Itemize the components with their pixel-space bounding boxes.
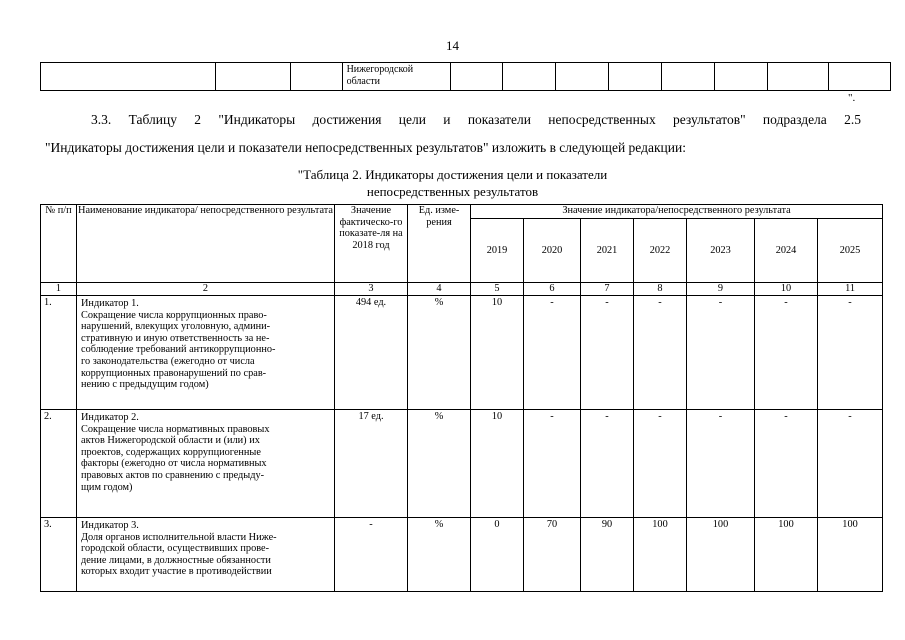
header-year-2024: 2024 — [755, 219, 818, 283]
indicator-title: Индикатор 3. — [81, 520, 139, 531]
indicator-text-line: соблюдение требований антикоррупционно- — [81, 344, 276, 356]
indicator-value-2022: - — [634, 410, 687, 518]
indicator-text-line: проектов, содержащих коррупциогенные — [81, 446, 261, 458]
indicator-value-2021: - — [581, 296, 634, 410]
indicator-value-2020: 70 — [524, 518, 581, 592]
header-num: № п/п — [41, 205, 77, 283]
header-year-2022: 2022 — [634, 219, 687, 283]
column-number: 1 — [41, 283, 77, 296]
indicator-value-2024: 100 — [755, 518, 818, 592]
column-number: 5 — [471, 283, 524, 296]
indicator-value-2022: 100 — [634, 518, 687, 592]
top-table-cell — [609, 63, 662, 91]
indicator-text-line: которых входит участие в противодействии — [81, 566, 272, 578]
header-values-group: Значение индикатора/непосредственного результата — [471, 205, 883, 219]
indicator-value-2023: 100 — [687, 518, 755, 592]
top-table-cell — [662, 63, 715, 91]
indicator-text-line: факторы (ежегодно от числа нормативных — [81, 458, 267, 470]
indicator-value-2020: - — [524, 296, 581, 410]
column-number: 2 — [77, 283, 335, 296]
indicator-title: Индикатор 1. — [81, 298, 139, 309]
indicator-value-2024: - — [755, 410, 818, 518]
column-number: 9 — [687, 283, 755, 296]
top-table-cell — [290, 63, 342, 91]
actual-value: 494 ед. — [335, 296, 408, 410]
indicator-text-line: нарушений, влекущих уголовную, админи- — [81, 321, 271, 333]
indicator-value-2023: - — [687, 296, 755, 410]
column-numbers-row — [41, 283, 883, 296]
indicator-text-line: Сокращение числа нормативных правовых — [81, 423, 270, 435]
indicator-value-2019: 10 — [471, 296, 524, 410]
table-row — [41, 296, 883, 410]
paragraph-line-2: "Индикаторы достижения цели и показатели непосредственных результатов" изложить в следующей редакции: — [45, 140, 686, 155]
top-table-cell — [41, 63, 216, 91]
indicator-value-2025: - — [818, 296, 883, 410]
column-number: 8 — [634, 283, 687, 296]
header-year-2020: 2020 — [524, 219, 581, 283]
table-caption-line-2: непосредственных результатов — [366, 184, 539, 199]
actual-value: - — [335, 518, 408, 592]
closing-quote: ". — [848, 92, 856, 104]
indicator-text-line: актов Нижегородской области и (или) их — [81, 435, 260, 447]
table-row — [41, 63, 891, 91]
top-table-cell — [556, 63, 609, 91]
unit: % — [408, 296, 471, 410]
indicator-value-2021: - — [581, 410, 634, 518]
indicator-text-line: дение лицами, в должностные обязанности — [81, 554, 271, 566]
indicator-description — [77, 410, 335, 518]
column-number: 11 — [818, 283, 883, 296]
indicator-value-2019: 10 — [471, 410, 524, 518]
indicator-text-line: правовых актов по сравнению с предыду- — [81, 469, 265, 481]
indicator-value-2020: - — [524, 410, 581, 518]
column-number: 10 — [755, 283, 818, 296]
indicator-text-line: стративную и иную ответственность за не- — [81, 332, 270, 344]
indicator-value-2022: - — [634, 296, 687, 410]
indicator-text-line: нению с предыдущим годом) — [81, 379, 209, 391]
unit: % — [408, 518, 471, 592]
indicator-text-line: щим годом) — [81, 481, 133, 493]
indicator-description — [77, 518, 335, 592]
header-year-2019: 2019 — [471, 219, 524, 283]
indicator-text-line: Доля органов исполнительной власти Ниже- — [81, 531, 277, 543]
indicator-title: Индикатор 2. — [81, 412, 139, 423]
top-table-cell — [215, 63, 290, 91]
top-table-cell — [768, 63, 829, 91]
top-table-cell — [503, 63, 556, 91]
indicator-text-line: Сокращение числа коррупционных право- — [81, 309, 267, 321]
paragraph-line-1: 3.3. Таблицу 2 "Индикаторы достижения цели и показатели непосредственных результатов" подраздела 2.5 — [91, 112, 861, 127]
top-table-cell: Нижегородской области — [342, 63, 450, 91]
column-number: 7 — [581, 283, 634, 296]
actual-value: 17 ед. — [335, 410, 408, 518]
column-number: 3 — [335, 283, 408, 296]
column-number: 6 — [524, 283, 581, 296]
indicator-value-2021: 90 — [581, 518, 634, 592]
indicator-value-2025: - — [818, 410, 883, 518]
row-number: 1. — [41, 296, 77, 410]
indicator-value-2025: 100 — [818, 518, 883, 592]
indicator-description — [77, 296, 335, 410]
indicator-value-2019: 0 — [471, 518, 524, 592]
top-table-cell — [450, 63, 503, 91]
indicator-text-line: коррупционных правонарушений по срав- — [81, 367, 267, 379]
indicator-value-2023: - — [687, 410, 755, 518]
indicator-text-line: го законодательства (ежегодно от числа — [81, 355, 255, 367]
header-year-2021: 2021 — [581, 219, 634, 283]
header-year-2025: 2025 — [818, 219, 883, 283]
table-caption-line-1: "Таблица 2. Индикаторы достижения цели и показатели — [297, 167, 608, 182]
page-number: 14 — [446, 38, 459, 53]
table-row — [41, 410, 883, 518]
previous-table-fragment — [40, 62, 891, 91]
header-unit: Ед. изме-рения — [408, 205, 471, 283]
header-year-2023: 2023 — [687, 219, 755, 283]
row-number: 2. — [41, 410, 77, 518]
header-indicator-name: Наименование индикатора/ непосредственного результата — [77, 205, 335, 283]
top-table-cell — [828, 63, 890, 91]
indicators-table — [40, 204, 883, 592]
top-table-cell — [715, 63, 768, 91]
header-actual-value: Значение фактическо-го показате-ля на 2018 год — [335, 205, 408, 283]
table-row — [41, 518, 883, 592]
column-number: 4 — [408, 283, 471, 296]
indicator-value-2024: - — [755, 296, 818, 410]
row-number: 3. — [41, 518, 77, 592]
unit: % — [408, 410, 471, 518]
indicator-text-line: городской области, осуществивших прове- — [81, 543, 270, 555]
